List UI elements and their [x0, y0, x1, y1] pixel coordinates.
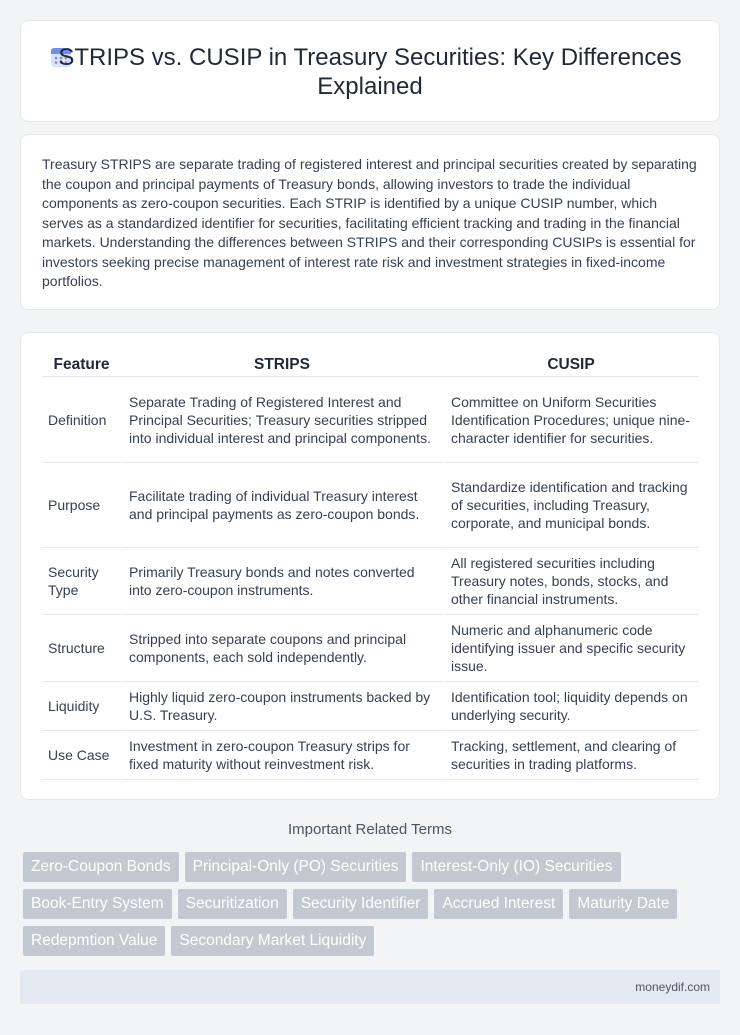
related-term-tag[interactable]: Security Identifier: [293, 889, 429, 919]
feature-cell: Security Type: [42, 548, 121, 615]
feature-cell: Use Case: [42, 731, 121, 780]
strips-cell: Investment in zero-coupon Treasury strips for fixed maturity without reinvestment risk.: [121, 731, 443, 780]
page-title: STRIPS vs. CUSIP in Treasury Securities: Key Differences Explained: [58, 44, 682, 100]
related-term-tag[interactable]: Principal-Only (PO) Securities: [185, 852, 407, 882]
header-strips: STRIPS: [121, 353, 443, 377]
cusip-cell: Numeric and alphanumeric code identifying issuer and specific security issue.: [443, 615, 699, 682]
footer-site[interactable]: moneydif.com: [635, 980, 710, 994]
related-term-tag[interactable]: Zero-Coupon Bonds: [23, 852, 179, 882]
related-term-tag[interactable]: Securitization: [178, 889, 287, 919]
intro-paragraph: Treasury STRIPS are separate trading of registered interest and principal securities created by separating the coupon and principal payments of Treasury bonds, allowing investors to trade the individual components as zero-coupon securities. Each STRIP is identified by a unique CUSIP number, which serves as a standardized identifier for securities, facilitating efficient tracking and trading in the financial markets. Understanding the differences between STRIPS and their corresponding CUSIPs is essential for investors seeking precise management of interest rate risk and investment strategies in fixed-income portfolios.: [42, 156, 697, 289]
cusip-cell: Standardize identification and tracking of securities, including Treasury, corporate, and municipal bonds.: [443, 463, 699, 548]
cusip-cell: Tracking, settlement, and clearing of securities in trading platforms.: [443, 731, 699, 780]
related-term-tag[interactable]: Interest-Only (IO) Securities: [412, 852, 620, 882]
related-term-tag[interactable]: Accrued Interest: [434, 889, 563, 919]
intro-card: [20, 134, 720, 310]
table-row: [42, 548, 699, 615]
related-term-tag[interactable]: Secondary Market Liquidity: [171, 926, 374, 956]
cusip-cell: All registered securities including Treasury notes, bonds, stocks, and other financial instruments.: [443, 548, 699, 615]
strips-cell: Facilitate trading of individual Treasury interest and principal payments as zero-coupon bonds.: [121, 463, 443, 548]
table-row: [42, 682, 699, 731]
related-term-tag[interactable]: Maturity Date: [569, 889, 677, 919]
strips-cell: Primarily Treasury bonds and notes converted into zero-coupon instruments.: [121, 548, 443, 615]
comparison-card: [20, 332, 720, 800]
cusip-cell: Committee on Uniform Securities Identification Procedures; unique nine-character identifier for securities.: [443, 377, 699, 463]
feature-cell: Purpose: [42, 463, 121, 548]
header-feature: Feature: [42, 353, 121, 377]
comparison-table: [42, 353, 699, 780]
strips-cell: Separate Trading of Registered Interest and Principal Securities; Treasury securities stripped into individual interest and principal components.: [121, 377, 443, 463]
strips-cell: Highly liquid zero-coupon instruments backed by U.S. Treasury.: [121, 682, 443, 731]
related-terms-list: [23, 852, 703, 956]
table-row: [42, 463, 699, 548]
related-terms-title: Important Related Terms: [288, 821, 452, 838]
related-term-tag[interactable]: Book-Entry System: [23, 889, 172, 919]
feature-cell: Structure: [42, 615, 121, 682]
feature-cell: Liquidity: [42, 682, 121, 731]
table-row: [42, 615, 699, 682]
strips-cell: Stripped into separate coupons and principal components, each sold independently.: [121, 615, 443, 682]
header-cusip: CUSIP: [443, 353, 699, 377]
table-row: [42, 377, 699, 463]
feature-cell: Definition: [42, 377, 121, 463]
table-row: [42, 731, 699, 780]
cusip-cell: Identification tool; liquidity depends on underlying security.: [443, 682, 699, 731]
title-card: [20, 20, 720, 122]
related-term-tag[interactable]: Redepmtion Value: [23, 926, 165, 956]
footer: [20, 970, 720, 1004]
table-header-row: [42, 353, 699, 377]
